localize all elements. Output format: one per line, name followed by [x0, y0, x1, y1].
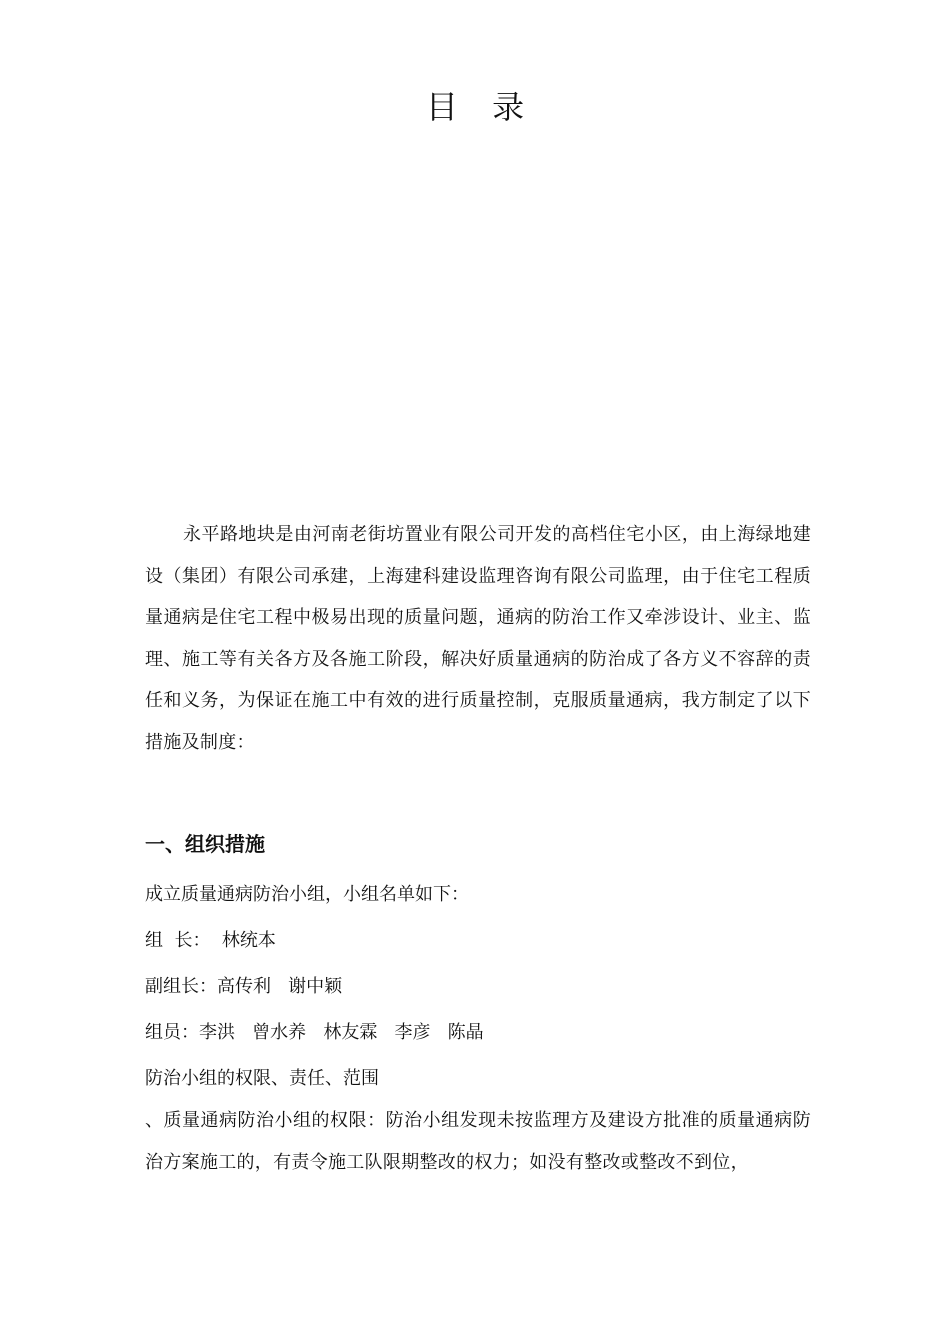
section-heading-organization: 一、组织措施: [145, 832, 265, 856]
members-line: 组员：李洪 曾水养 林友霖 李彦 陈晶: [145, 1022, 484, 1043]
authority-paragraph: 、质量通病防治小组的权限：防治小组发现未按监理方及建设方批准的质量通病防治方案施工的，有责令施工队限期整改的权力；如没有整改或整改不到位，: [145, 1110, 811, 1173]
group-intro-line: 成立质量通病防治小组，小组名单如下：: [145, 884, 469, 905]
group-leader-line: 组 长： 林统本: [145, 930, 276, 951]
page-title: 目 录: [425, 88, 537, 126]
intro-paragraph: 永平路地块是由河南老街坊置业有限公司开发的高档住宅小区，由上海绿地建设（集团）有限公司承建，上海建科建设监理咨询有限公司监理，由于住宅工程质量通病是住宅工程中极易出现的质量问题，通病的防治工作又牵涉设计、业主、监理、施工等有关各方及各施工阶段，解决好质量通病的防治成了各方义不容辞的责任和义务，为保证在施工中有效的进行质量控制，克服质量通病，我方制定了以下措施及制度：: [145, 524, 811, 753]
deputy-leader-line: 副组长：高传利 谢中颖: [145, 976, 343, 997]
authority-subheading: 防治小组的权限、责任、范围: [145, 1068, 379, 1089]
